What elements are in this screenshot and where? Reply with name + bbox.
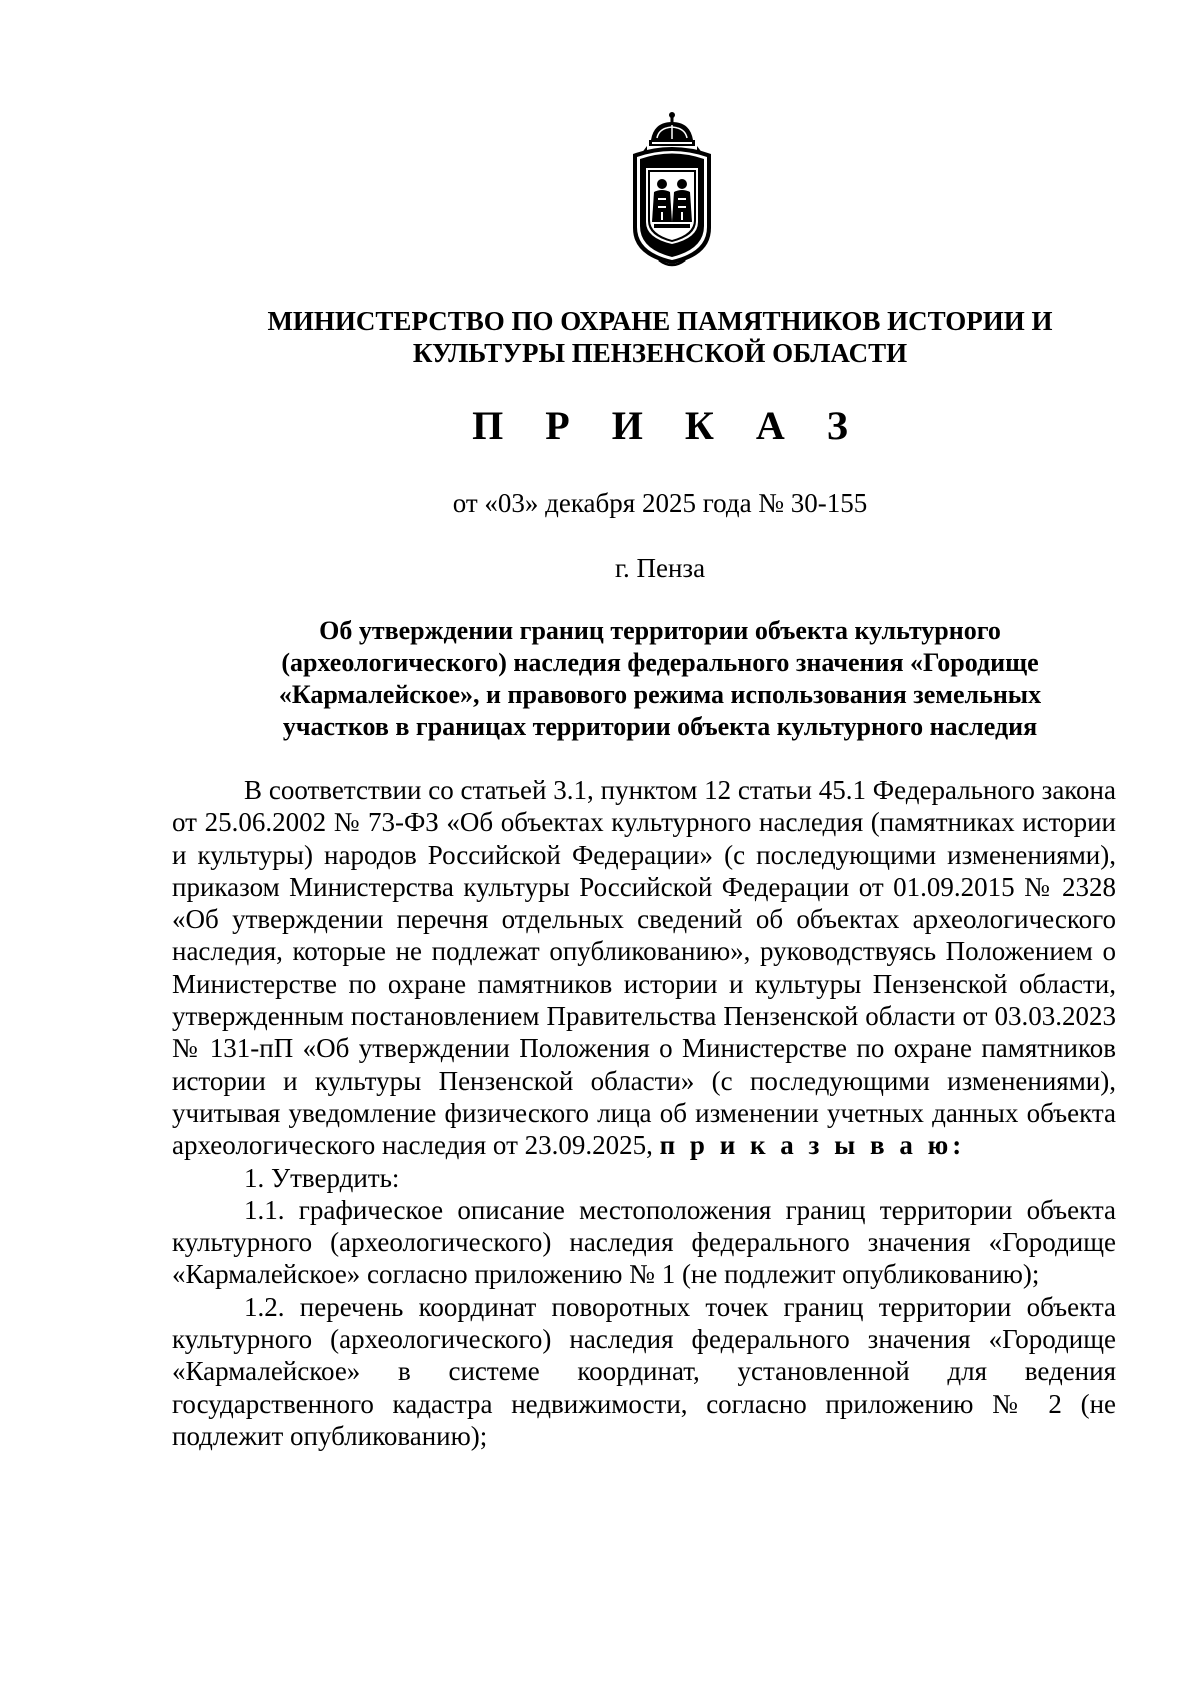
ministry-name-line2: КУЛЬТУРЫ ПЕНЗЕНСКОЙ ОБЛАСТИ — [412, 338, 908, 368]
order-word: п р и к а з ы в а ю: — [659, 1130, 966, 1161]
order-subject — [160, 615, 1160, 743]
preamble-paragraph — [172, 774, 1116, 1162]
preamble-text: В соответствии со статьей 3.1, пунктом 12 статьи 45.1 Федерального закона от 25.06.2002 № 73-ФЗ «Об объектах культурного наследия (памятниках истории и культуры) народов Российской Федерации» (с последующими изменениями), приказом Министерства культуры Российской Федерации от 01.09.2015 № 2328 «Об утверждении перечня отдельных сведений об объектах археологического наследия, которые не подлежат опубликованию», руководствуясь Положением о Министерстве по охране памятников истории и культуры Пензенской области, утвержденным постановлением Правительства Пензенской области от 03.03.2023 № 131-пП «Об утверждении Положения о Министерстве по охране памятников истории и культуры Пензенской области» (с последующими изменениями), учитывая уведомление физического лица об изменении учетных данных объекта археологического наследия от 23.09.2025, — [172, 775, 1116, 1161]
order-subject-line2: (археологического) наследия федерального значения «Городище — [281, 648, 1039, 677]
coat-of-arms-icon — [621, 110, 723, 270]
ministry-name — [160, 305, 1160, 369]
ministry-name-line1: МИНИСТЕРСТВО ПО ОХРАНЕ ПАМЯТНИКОВ ИСТОРИИ И — [267, 306, 1053, 336]
item-1-2: 1.2. перечень координат поворотных точек границ территории объекта культурного (археологического) наследия федерального значения «Городище «Кармалейское» в системе координат, установленной для ведения государственного кадастра недвижимости, согласно приложению № 2 (не подлежит опубликованию); — [172, 1291, 1116, 1451]
order-city: г. Пенза — [614, 553, 706, 583]
item-1-1: 1.1. графическое описание местоположения границ территории объекта культурного (археологического) наследия федерального значения «Городище «Кармалейское» согласно приложению № 1 (не подлежит опубликованию); — [172, 1194, 1116, 1290]
order-date-number: от «03» декабря 2025 года № 30-155 — [452, 488, 868, 518]
item-1: 1. Утвердить: — [244, 1162, 400, 1193]
document-type-title: П Р И К А З — [472, 403, 864, 448]
order-body — [172, 774, 1116, 1452]
order-subject-line3: «Кармалейское», и правового режима использования земельных — [278, 680, 1042, 709]
order-subject-line4: участков в границах территории объекта культурного наследия — [282, 712, 1038, 741]
order-subject-line1: Об утверждении границ территории объекта культурного — [319, 616, 1001, 645]
